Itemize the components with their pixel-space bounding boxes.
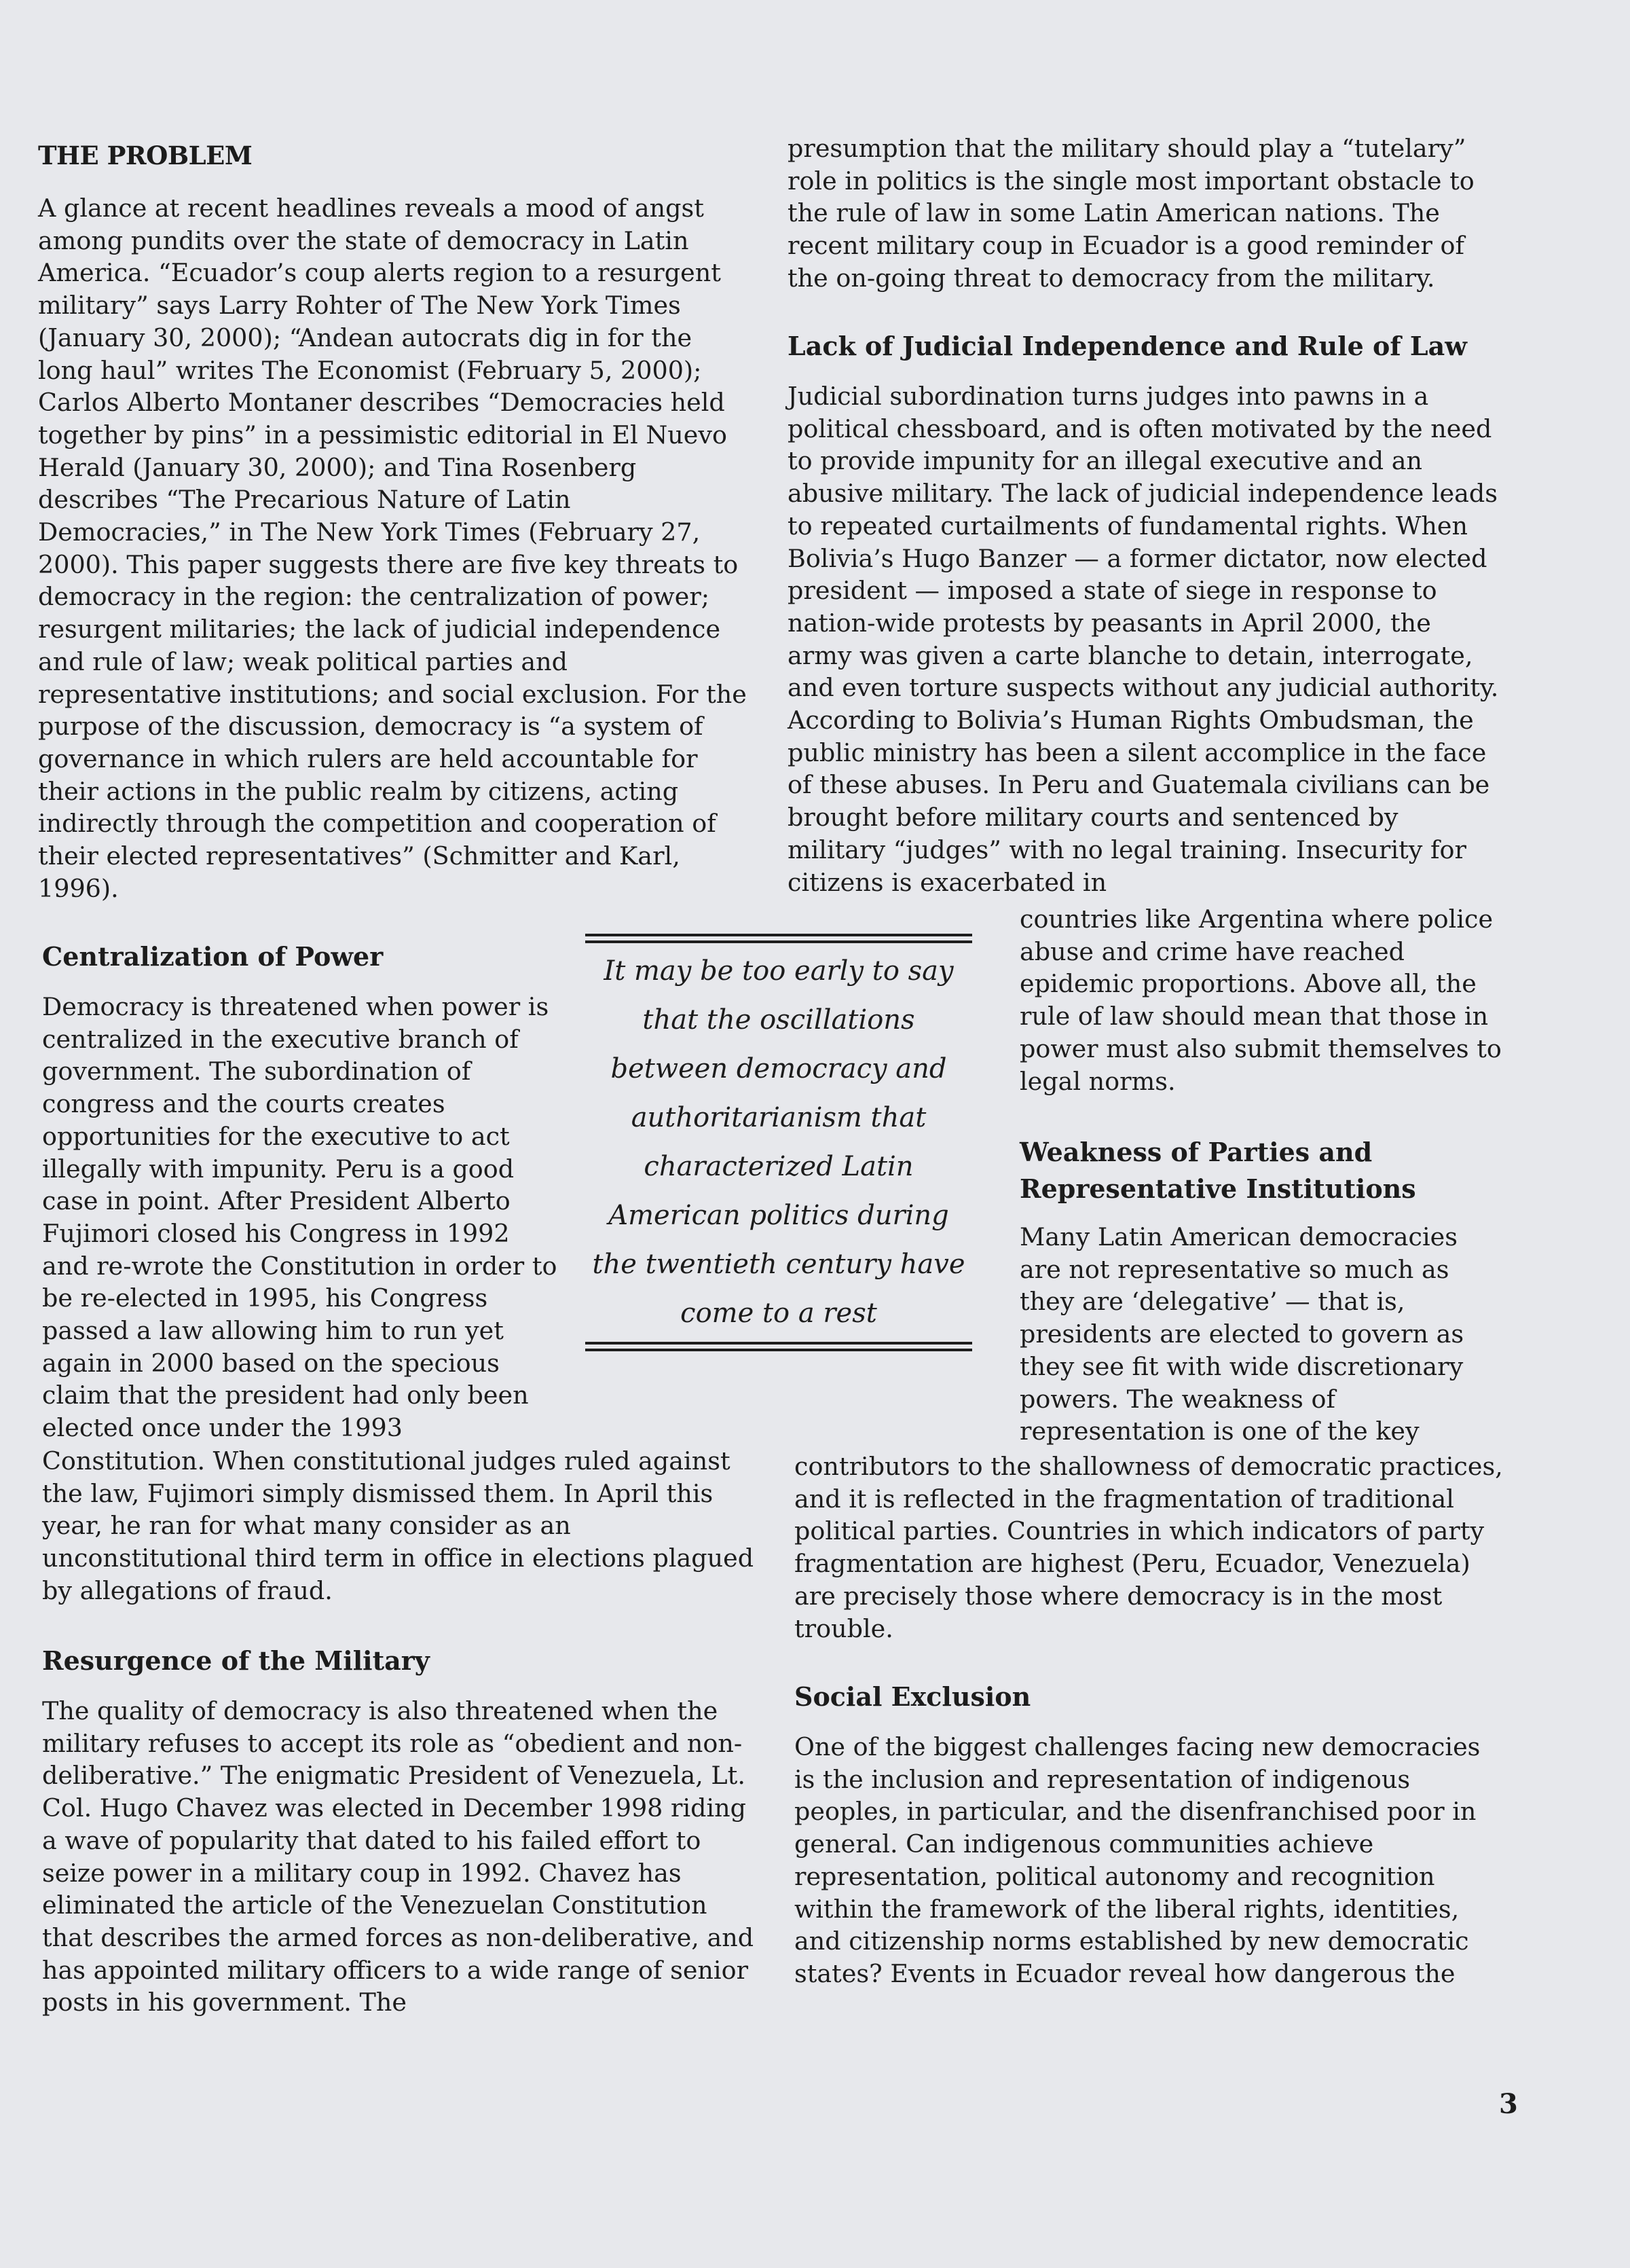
pull-quote — [585, 934, 972, 1352]
parties-continued — [794, 1450, 1507, 1645]
exclusion-heading: Social Exclusion — [794, 1681, 1031, 1712]
page-number: 3 — [1499, 2088, 1518, 2120]
problem-heading: THE PROBLEM — [38, 141, 253, 170]
military-heading: Resurgence of the Military — [42, 1645, 430, 1676]
judicial-continued — [1020, 903, 1505, 1097]
judicial-heading: Lack of Judicial Independence and Rule of Law — [788, 331, 1467, 361]
judicial-paragraph-narrow: countries like Argentina where police abuse and crime have reached epidemic proportions. Above all, the rule of law should mean that those in power must also submit themselves to legal norms. — [1020, 904, 1502, 1096]
exclusion-section — [794, 1681, 1507, 1990]
exclusion-paragraph: One of the biggest challenges facing new democracies is the inclusion and representation of indigenous peoples, in particular, and the disenfranchised poor in general. Can indigenous communities achieve representation, political autonomy and recognition within the framework of the liberal rights, identities, and citizenship norms established by new democratic states? Events in Ecuador reveal how dangerous the — [794, 1732, 1481, 1988]
centralization-paragraph-wide: Constitution. When constitutional judges ruled against the law, Fujimori simply dismissed them. In April this year, he ran for what many consider as an unconstitutional third term in office in elections plagued by allegations of fraud. — [42, 1446, 754, 1605]
judicial-paragraph-wide: Judicial subordination turns judges into pawns in a political chessboard, and is often motivated by the need to provide impunity for an illegal executive and an abusive military. The lack of judicial independence leads to repeated curtailments of fundamental rights. When Bolivia’s Hugo Banzer — a former dictator, now elected president — imposed a state of siege in response to nation-wide protests by peasants in April 2000, the army was given a carte blanche to detain, interrogate, and even torture suspects without any judicial authority. According to Bolivia’s Human Rights Ombudsman, the public ministry has been a silent accomplice in the face of these abuses. In Peru and Guatemala civilians can be brought before military courts and sentenced by military “judges” with no legal training. Insecurity for citizens is exacerbated in — [788, 382, 1499, 897]
parties-paragraph-wide: contributors to the shallowness of democratic practices, and it is reflected in the fragmentation of traditional political parties. Countries in which indicators of party fragmentation are highest (Peru, Ecuador, Venezuela) are precisely those where democracy is in the most trouble. — [794, 1452, 1503, 1643]
pull-quote-top-rule — [585, 934, 972, 944]
parties-paragraph-narrow: Many Latin American democracies are not representative so much as they are ‘delegative’ — that is, presidents are elected to govern as they see fit with wide discretionary powers. The weakness of representation is one of the key — [1020, 1222, 1464, 1446]
centralization-section — [42, 940, 558, 1444]
problem-section — [38, 139, 751, 904]
military-continued-paragraph: presumption that the military should play a “tutelary” role in politics is the single most important obstacle to the rule of law in some Latin American nations. The recent military coup in Ecuador is a good reminder of the on-going threat to democracy from the military. — [788, 134, 1475, 293]
pull-quote-text: It may be too early to say that the oscillations between democracy and authoritarianism that characterized Latin American politics during the twentieth century have come to a rest — [592, 955, 965, 1329]
pull-quote-bottom-rule — [585, 1342, 972, 1352]
military-paragraph: The quality of democracy is also threatened when the military refuses to accept its role as “obedient and non-deliberative.” The enigmatic President of Venezuela, Lt. Col. Hugo Chavez was elected in December 1998 riding a wave of popularity that dated to his failed effort to seize power in a military coup in 1992. Chavez has eliminated the article of the Venezuelan Constitution that describes the armed forces as non-deliberative, and has appointed military officers to a wide range of senior posts in his government. The — [42, 1696, 754, 2017]
centralization-paragraph-narrow: Democracy is threatened when power is centralized in the executive branch of government. The subordination of congress and the courts creates opportunities for the executive to act illegally with impunity. Peru is a good case in point. After President Alberto Fujimori closed his Congress in 1992 and re-wrote the Constitution in order to be re-elected in 1995, his Congress passed a law allowing him to run yet again in 2000 based on the specious claim that the president had only been elected once under the 1993 — [42, 992, 557, 1443]
military-continued-section — [788, 132, 1500, 295]
parties-heading: Weakness of Parties and Representative Institutions — [1020, 1137, 1416, 1204]
parties-section — [1020, 1134, 1505, 1448]
centralization-continued — [42, 1445, 758, 1607]
centralization-heading: Centralization of Power — [42, 941, 384, 972]
military-section — [42, 1645, 758, 2019]
problem-paragraph: A glance at recent headlines reveals a mood of angst among pundits over the state of democracy in Latin America. “Ecuador’s coup alerts region to a resurgent military” says Larry Rohter of The New York Times (January 30, 2000); “Andean autocrats dig in for the long haul” writes The Economist (February 5, 2000); Carlos Alberto Montaner describes “Democracies held together by pins” in a pessimistic editorial in El Nuevo Herald (January 30, 2000); and Tina Rosenberg describes “The Precarious Nature of Latin Democracies,” in The New York Times (February 27, 2000). This paper suggests there are five key threats to democracy in the region: the centralization of power; resurgent militaries; the lack of judicial independence and rule of law; weak political parties and representative institutions; and social exclusion. For the purpose of the discussion, democracy is “a system of governance in which rulers are held accountable for their actions in the public realm by citizens, acting indirectly through the competition and cooperation of their elected representatives” (Schmitter and Karl, 1996). — [38, 194, 747, 903]
judicial-section — [788, 330, 1500, 898]
